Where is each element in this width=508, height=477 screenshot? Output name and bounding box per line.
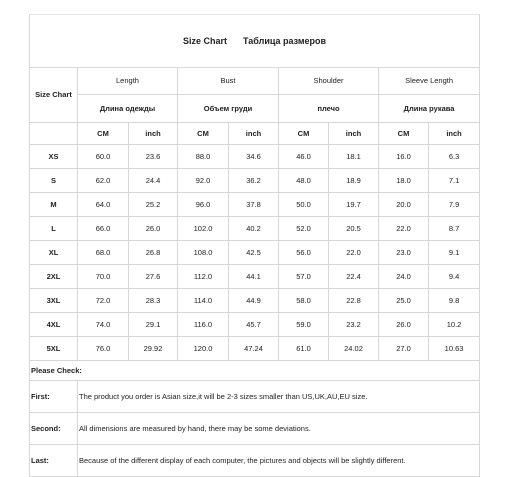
size-chart-table xyxy=(29,14,480,477)
measurement-cell: 10.2 xyxy=(429,313,480,337)
note-text: The product you order is Asian size,it will be 2-3 sizes smaller than US,UK,AU,EU size. xyxy=(78,381,480,413)
size-row xyxy=(30,265,480,289)
measurement-cell: 40.2 xyxy=(229,217,279,241)
note-row xyxy=(30,413,480,445)
please-check-row xyxy=(30,361,480,381)
header-row-en xyxy=(30,68,480,95)
size-label: XL xyxy=(30,241,78,265)
note-text: Because of the different display of each computer, the pictures and objects will be slightly different. xyxy=(78,445,480,477)
measurement-cell: 52.0 xyxy=(279,217,329,241)
group-bust-ru: Объем груди xyxy=(178,95,279,123)
units-row xyxy=(30,123,480,145)
group-sleeve-ru: Длина рукава xyxy=(379,95,480,123)
measurement-cell: 120.0 xyxy=(178,337,229,361)
measurement-cell: 7.9 xyxy=(429,193,480,217)
unit-cm: CM xyxy=(78,123,129,145)
unit-inch: inch xyxy=(129,123,178,145)
measurement-cell: 18.9 xyxy=(329,169,379,193)
measurement-cell: 22.0 xyxy=(329,241,379,265)
size-label: L xyxy=(30,217,78,241)
size-row xyxy=(30,193,480,217)
size-label: S xyxy=(30,169,78,193)
group-length-en: Length xyxy=(78,68,178,95)
measurement-cell: 108.0 xyxy=(178,241,229,265)
unit-inch: inch xyxy=(229,123,279,145)
measurement-cell: 9.8 xyxy=(429,289,480,313)
unit-cm: CM xyxy=(178,123,229,145)
measurement-cell: 62.0 xyxy=(78,169,129,193)
note-label: Last: xyxy=(30,445,78,477)
size-label: M xyxy=(30,193,78,217)
measurement-cell: 22.4 xyxy=(329,265,379,289)
note-text: All dimensions are measured by hand, there may be some deviations. xyxy=(78,413,480,445)
measurement-cell: 22.8 xyxy=(329,289,379,313)
note-row xyxy=(30,445,480,477)
note-label: First: xyxy=(30,381,78,413)
group-length-ru: Длина одежды xyxy=(78,95,178,123)
measurement-cell: 22.0 xyxy=(379,217,429,241)
measurement-cell: 116.0 xyxy=(178,313,229,337)
measurement-cell: 23.2 xyxy=(329,313,379,337)
title-cell xyxy=(30,15,480,68)
measurement-cell: 27.0 xyxy=(379,337,429,361)
measurement-cell: 68.0 xyxy=(78,241,129,265)
measurement-cell: 56.0 xyxy=(279,241,329,265)
size-row xyxy=(30,169,480,193)
measurement-cell: 61.0 xyxy=(279,337,329,361)
measurement-cell: 76.0 xyxy=(78,337,129,361)
measurement-cell: 57.0 xyxy=(279,265,329,289)
measurement-cell: 29.92 xyxy=(129,337,178,361)
measurement-cell: 92.0 xyxy=(178,169,229,193)
group-bust-en: Bust xyxy=(178,68,279,95)
measurement-cell: 24.0 xyxy=(379,265,429,289)
data-rows xyxy=(30,145,480,361)
measurement-cell: 6.3 xyxy=(429,145,480,169)
measurement-cell: 59.0 xyxy=(279,313,329,337)
measurement-cell: 66.0 xyxy=(78,217,129,241)
size-row xyxy=(30,217,480,241)
measurement-cell: 26.8 xyxy=(129,241,178,265)
size-row xyxy=(30,337,480,361)
measurement-cell: 28.3 xyxy=(129,289,178,313)
measurement-cell: 24.4 xyxy=(129,169,178,193)
measurement-cell: 23.0 xyxy=(379,241,429,265)
title-ru: Таблица размеров xyxy=(243,35,327,46)
measurement-cell: 29.1 xyxy=(129,313,178,337)
measurement-cell: 27.6 xyxy=(129,265,178,289)
measurement-cell: 34.6 xyxy=(229,145,279,169)
measurement-cell: 88.0 xyxy=(178,145,229,169)
measurement-cell: 9.1 xyxy=(429,241,480,265)
measurement-cell: 20.0 xyxy=(379,193,429,217)
size-label: 2XL xyxy=(30,265,78,289)
measurement-cell: 44.1 xyxy=(229,265,279,289)
measurement-cell: 18.0 xyxy=(379,169,429,193)
measurement-cell: 112.0 xyxy=(178,265,229,289)
size-label: 5XL xyxy=(30,337,78,361)
measurement-cell: 36.2 xyxy=(229,169,279,193)
measurement-cell: 44.9 xyxy=(229,289,279,313)
measurement-cell: 20.5 xyxy=(329,217,379,241)
measurement-cell: 8.7 xyxy=(429,217,480,241)
measurement-cell: 25.0 xyxy=(379,289,429,313)
title-en: Size Chart xyxy=(183,35,228,46)
measurement-cell: 9.4 xyxy=(429,265,480,289)
measurement-cell: 37.8 xyxy=(229,193,279,217)
size-label: XS xyxy=(30,145,78,169)
units-blank xyxy=(30,123,78,145)
measurement-cell: 60.0 xyxy=(78,145,129,169)
measurement-cell: 25.2 xyxy=(129,193,178,217)
measurement-cell: 19.7 xyxy=(329,193,379,217)
measurement-cell: 10.63 xyxy=(429,337,480,361)
size-row xyxy=(30,241,480,265)
size-row xyxy=(30,313,480,337)
measurement-cell: 46.0 xyxy=(279,145,329,169)
unit-cm: CM xyxy=(279,123,329,145)
unit-cm: CM xyxy=(379,123,429,145)
size-row xyxy=(30,145,480,169)
unit-inch: inch xyxy=(429,123,480,145)
group-sleeve-en: Sleeve Length xyxy=(379,68,480,95)
measurement-cell: 102.0 xyxy=(178,217,229,241)
note-label: Second: xyxy=(30,413,78,445)
size-row xyxy=(30,289,480,313)
measurement-cell: 24.02 xyxy=(329,337,379,361)
measurement-cell: 96.0 xyxy=(178,193,229,217)
size-label: 3XL xyxy=(30,289,78,313)
header-row-ru xyxy=(30,95,480,123)
please-check-label: Please Check: xyxy=(30,361,480,381)
measurement-cell: 26.0 xyxy=(129,217,178,241)
measurement-cell: 50.0 xyxy=(279,193,329,217)
measurement-cell: 7.1 xyxy=(429,169,480,193)
measurement-cell: 48.0 xyxy=(279,169,329,193)
measurement-cell: 42.5 xyxy=(229,241,279,265)
unit-inch: inch xyxy=(329,123,379,145)
row-header-label: Size Chart xyxy=(30,68,78,123)
measurement-cell: 64.0 xyxy=(78,193,129,217)
measurement-cell: 47.24 xyxy=(229,337,279,361)
measurement-cell: 16.0 xyxy=(379,145,429,169)
group-shoulder-ru: плечо xyxy=(279,95,379,123)
note-row xyxy=(30,381,480,413)
measurement-cell: 72.0 xyxy=(78,289,129,313)
size-label: 4XL xyxy=(30,313,78,337)
title-row xyxy=(30,15,480,68)
measurement-cell: 23.6 xyxy=(129,145,178,169)
measurement-cell: 70.0 xyxy=(78,265,129,289)
measurement-cell: 26.0 xyxy=(379,313,429,337)
measurement-cell: 114.0 xyxy=(178,289,229,313)
measurement-cell: 45.7 xyxy=(229,313,279,337)
measurement-cell: 18.1 xyxy=(329,145,379,169)
measurement-cell: 74.0 xyxy=(78,313,129,337)
measurement-cell: 58.0 xyxy=(279,289,329,313)
group-shoulder-en: Shoulder xyxy=(279,68,379,95)
